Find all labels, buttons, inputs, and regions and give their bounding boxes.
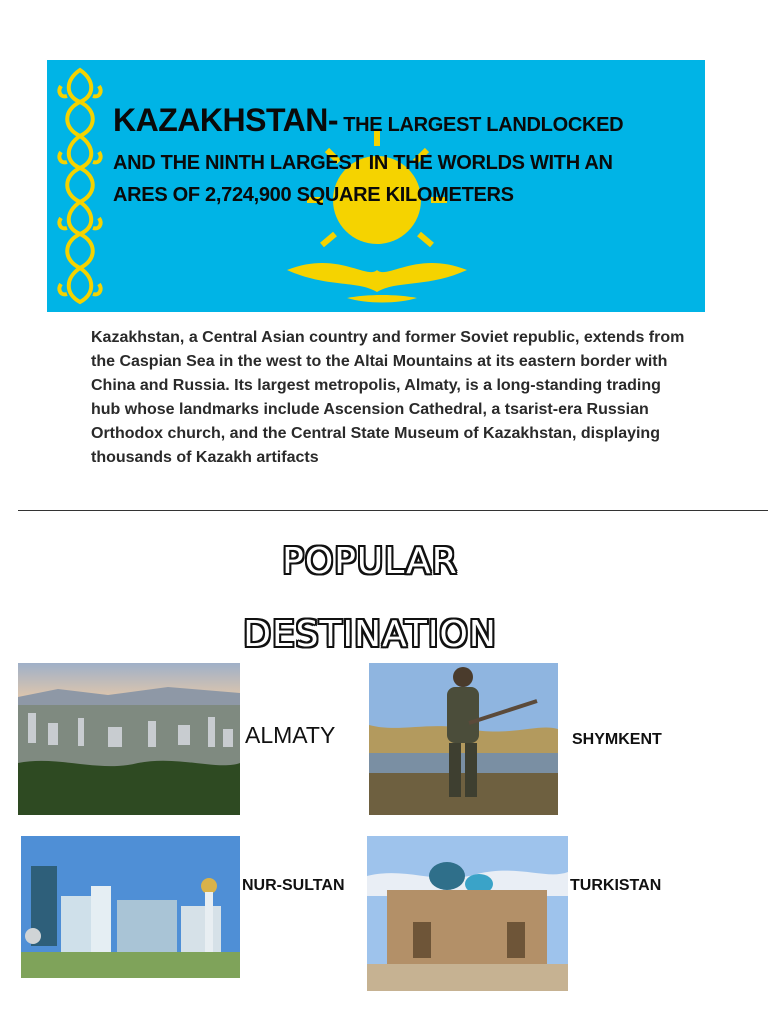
banner-subtitle-line-2: ARES OF 2,724,900 SQUARE KILOMETERS bbox=[113, 184, 514, 206]
banner-text bbox=[113, 102, 693, 207]
description-paragraph: Kazakhstan, a Central Asian country and former Soviet republic, extends from the Caspian Sea in the west to the Altai Mountains at its eastern border with China and Russia. Its largest metropolis, Almaty, is a long-standing trading hub whose landmarks include Ascension Cathedral, a tsarist-era Russian Orthodox church, and the Central State Museum of Kazakhstan, displaying thousands of Kazakh artifacts bbox=[91, 329, 685, 466]
shymkent-photo bbox=[369, 663, 558, 815]
destination-label-turkistan: TURKISTAN bbox=[570, 877, 662, 894]
section-divider bbox=[18, 510, 768, 511]
turkistan-photo bbox=[367, 836, 568, 991]
title-banner bbox=[47, 60, 705, 312]
kazakh-ornament-icon bbox=[55, 66, 105, 306]
destination-label-nur-sultan: NUR-SULTAN bbox=[242, 877, 345, 894]
destination-label-almaty: ALMATY bbox=[245, 722, 336, 748]
section-heading-line-1: POPULAR bbox=[282, 541, 458, 582]
banner-subtitle-line-1: AND THE NINTH LARGEST IN THE WORLDS WITH AN bbox=[113, 152, 613, 174]
almaty-photo bbox=[18, 663, 240, 815]
banner-title bbox=[113, 102, 693, 139]
section-heading-line-2: DESTINATION bbox=[243, 614, 497, 655]
destination-label-shymkent: SHYMKENT bbox=[572, 731, 662, 748]
banner-title-rest: THE LARGEST LANDLOCKED bbox=[337, 114, 624, 136]
banner-title-main: KAZAKHSTAN- bbox=[113, 102, 338, 138]
nur-sultan-photo bbox=[21, 836, 240, 978]
